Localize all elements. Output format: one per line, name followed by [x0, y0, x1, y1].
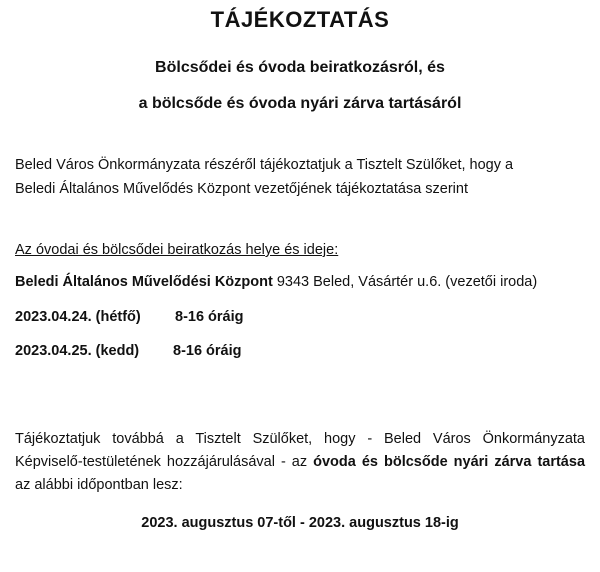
schedule-date: 2023.04.25. (kedd) — [15, 343, 140, 359]
enrollment-location — [15, 270, 595, 294]
subtitle-line-1: Bölcsődei és óvoda beiratkozásról, és — [155, 59, 445, 76]
location-address: 9343 Beled, Vásártér u.6. (vezetői iroda) — [272, 274, 538, 290]
intro-line-2: Beledi Általános Művelődés Központ vezetőjének tájékoztatása szerint — [15, 181, 468, 197]
closure-period: 2023. augusztus 07-től - 2023. augusztus 18-ig — [141, 515, 459, 531]
schedule-hours: 8-16 óráig — [173, 343, 242, 359]
schedule-row — [15, 339, 242, 363]
enrollment-section-heading: Az óvodai és bölcsődei beiratkozás helye és ideje: — [15, 242, 339, 258]
schedule-row — [15, 305, 244, 329]
intro-line-1: Beled Város Önkormányzata részéről tájékoztatjuk a Tisztelt Szülőket, hogy a — [15, 157, 514, 173]
subtitle-line-2: a bölcsőde és óvoda nyári zárva tartásáról — [138, 95, 462, 112]
notice-text-end: az alábbi időpontban lesz: — [15, 477, 183, 493]
summer-closure-notice — [15, 428, 585, 497]
intro-paragraph — [15, 153, 590, 201]
schedule-date: 2023.04.24. (hétfő) — [15, 309, 141, 325]
location-name: Beledi Általános Művelődési Központ — [15, 274, 273, 290]
notice-text-start: Tájékoztatjuk továbbá a Tisztelt Szülőket, hogy - Beled Város Önkormányzata Képviselő-testületének hozzájárulásával - az — [15, 431, 585, 470]
schedule-hours: 8-16 óráig — [175, 309, 244, 325]
page-title: TÁJÉKOZTATÁS — [210, 7, 390, 32]
notice-emphasis: óvoda és bölcsőde nyári zárva tartása — [313, 454, 586, 470]
